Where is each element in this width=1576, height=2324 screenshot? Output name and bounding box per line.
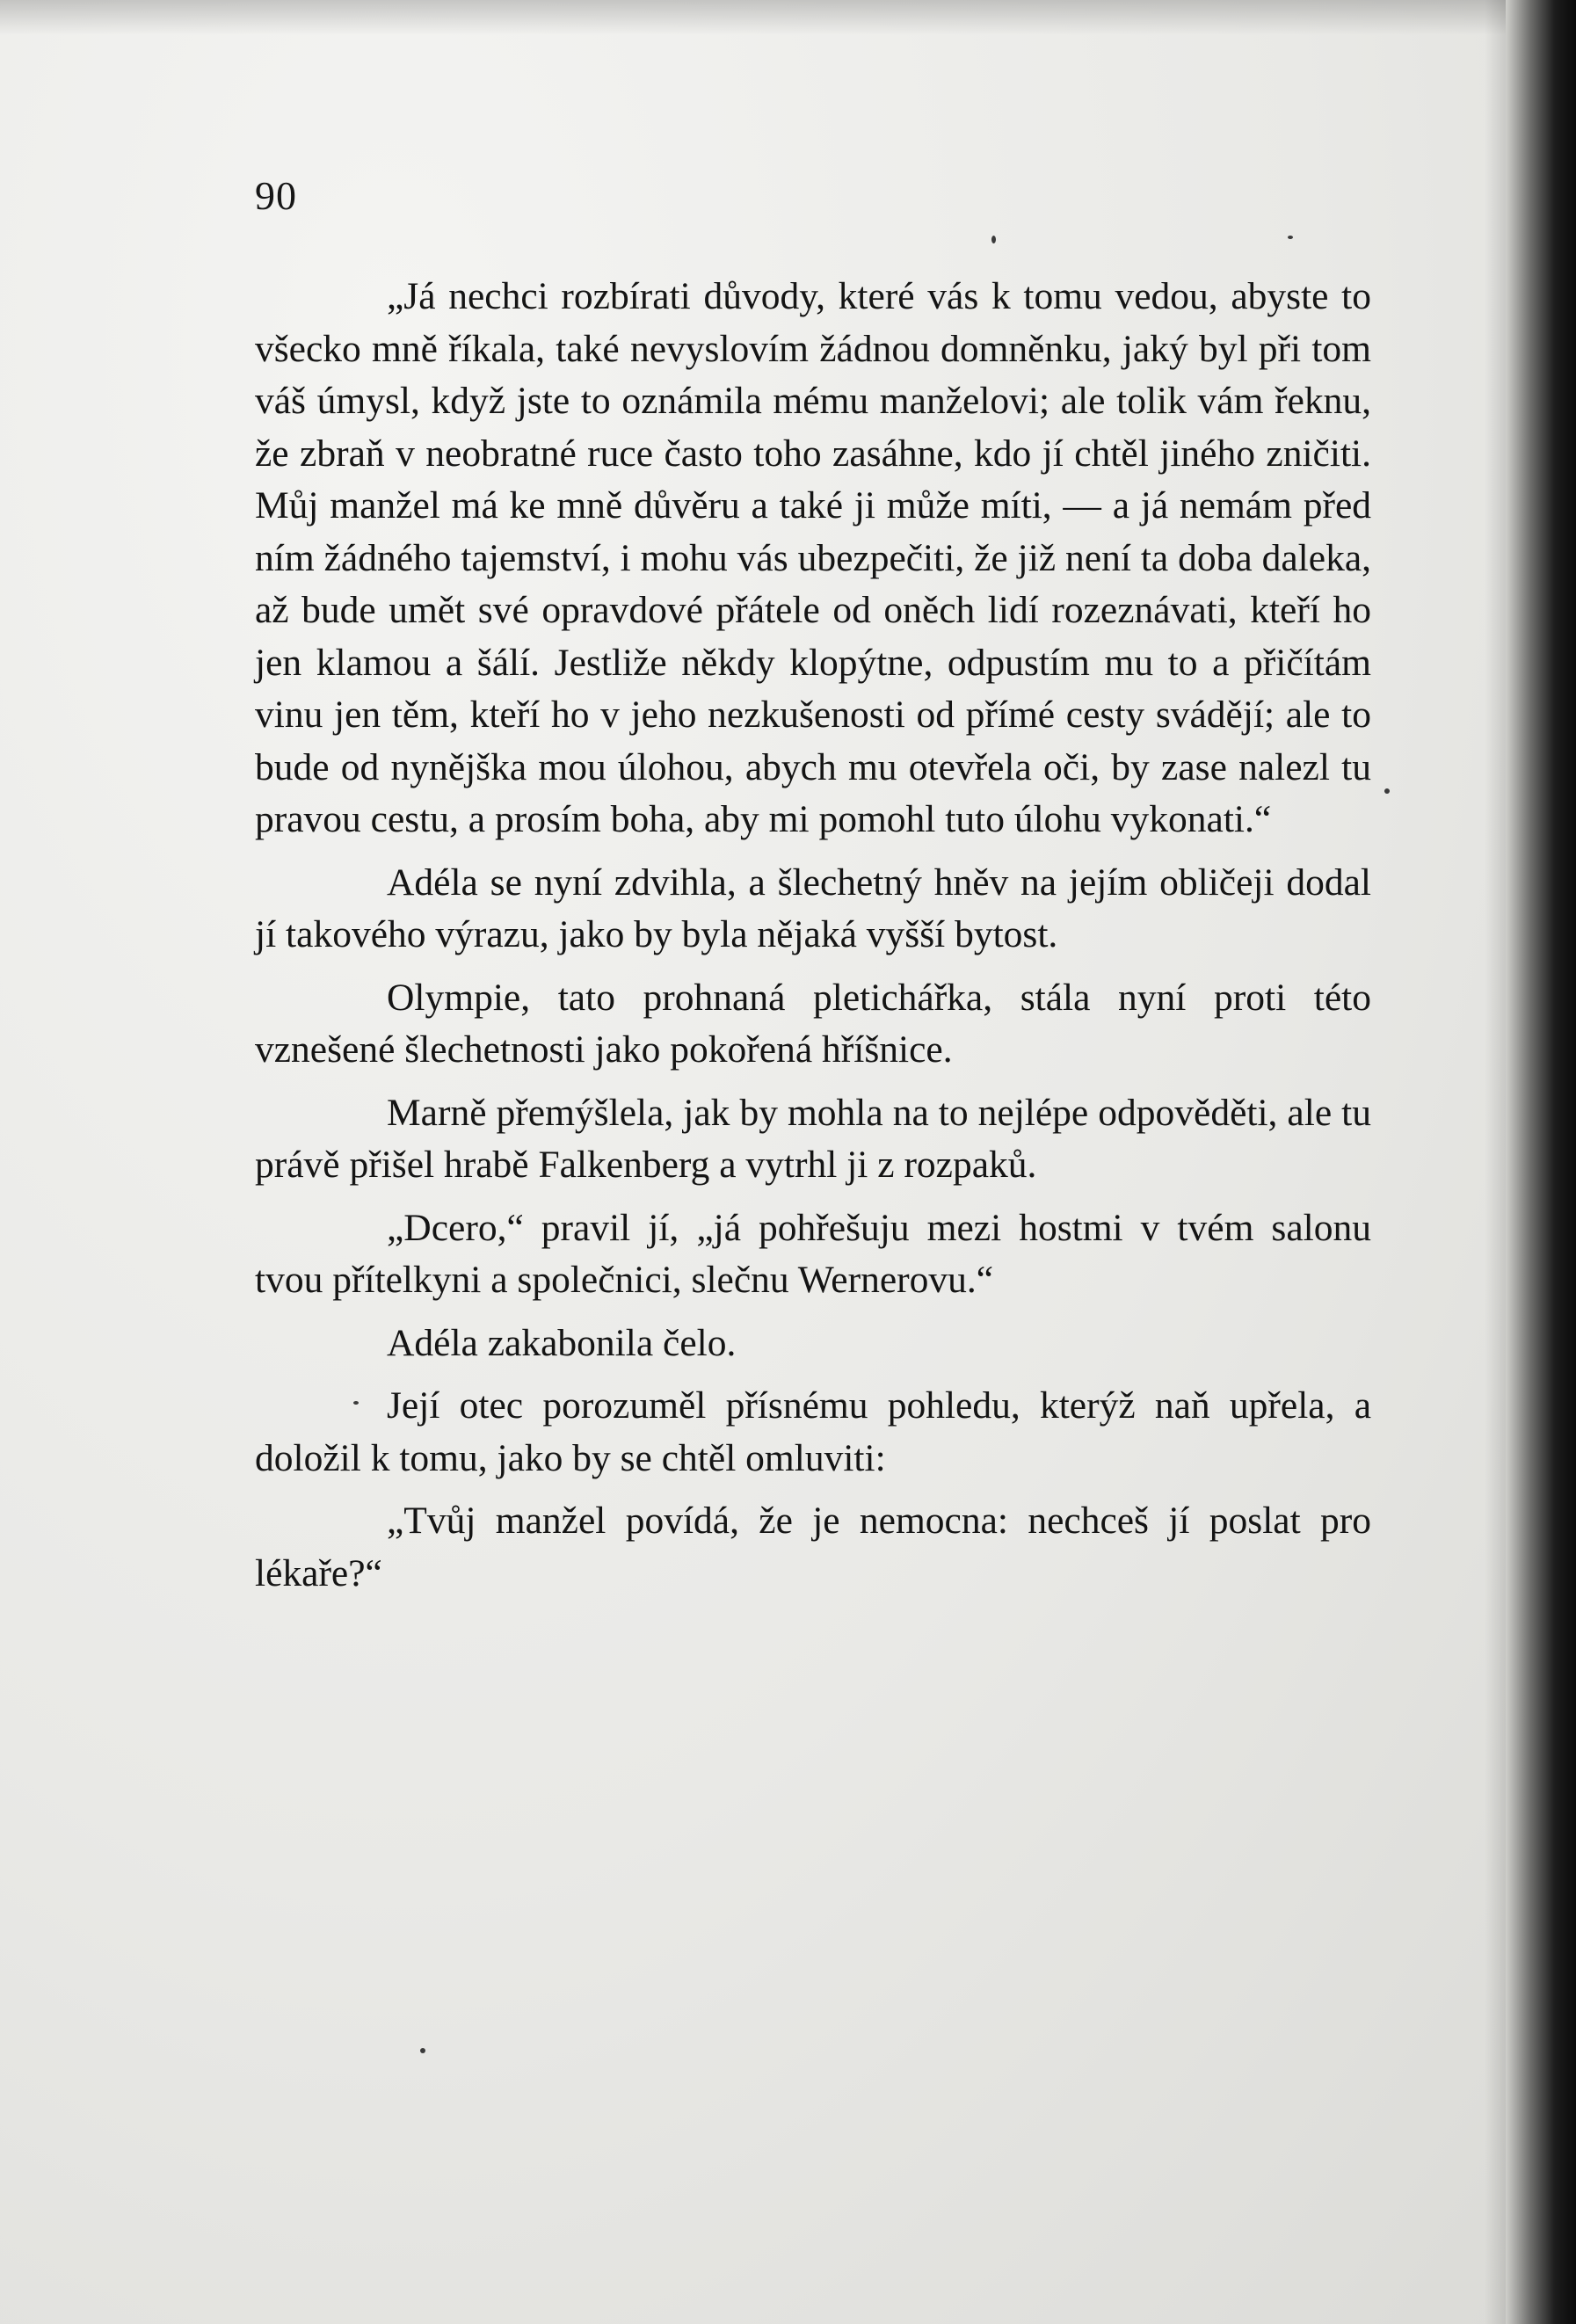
gutter-shadow	[1485, 0, 1506, 2324]
body-text	[255, 271, 1371, 1600]
ink-speck	[1384, 788, 1390, 794]
paragraph: „Tvůj manžel povídá, že je nemocna: nechceš jí poslat pro lékaře?“	[255, 1500, 1371, 1594]
paragraph: Olympie, tato prohnaná pletichářka, stála nyní proti této vznešené šlechetnosti jako pokořená hříšnice.	[255, 976, 1371, 1071]
book-spine	[1506, 0, 1576, 2324]
ink-speck	[1288, 236, 1293, 239]
paragraph: Marně přemýšlela, jak by mohla na to nejlépe odpověděti, ale tu právě přišel hrabě Falkenberg a vytrhl ji z rozpaků.	[255, 1091, 1371, 1186]
top-shadow	[0, 0, 1576, 35]
paragraph: Adéla zakabonila čelo.	[387, 1321, 737, 1364]
paragraph: „Dcero,“ pravil jí, „já pohřešuju mezi hostmi v tvém salonu tvou přítelkyni a společnici, slečnu Wernerovu.“	[255, 1206, 1371, 1301]
paragraph: „Já nechci rozbírati důvody, které vás k tomu vedou, abyste to všecko mně říkala, také nevyslovím žádnou domněnku, jaký byl při tom váš úmysl, když jste to oznámila mému manželovi; ale tolik vám řeknu, že zbraň v neobratné ruce často toho zasáhne, kdo jí chtěl jiného zničiti. Můj manžel má ke mně důvěru a také ji může míti, — a já nemám před ním žádného tajemství, i mohu vás ubezpečiti, že již není ta doba daleka, až bude umět své opravdové přátele od oněch lidí rozeznávati, kteří ho jen klamou a šálí. Jestliže někdy klopýtne, odpustím mu to a přičítám vinu jen těm, kteří ho v jeho nezkušenosti od přímé cesty svádějí; ale to bude od nynějška mou úlohou, abych mu otevřela oči, by zase nalezl tu pravou cestu, a prosím boha, aby mi pomohl tuto úlohu vykonati.“	[255, 275, 1371, 840]
ink-speck	[991, 236, 996, 243]
paragraph: Adéla se nyní zdvihla, a šlechetný hněv na jejím obličeji dodal jí takového výrazu, jako by byla nějaká vyšší bytost.	[255, 861, 1371, 955]
paragraph: Její otec porozuměl přísnému pohledu, kterýž naň upřela, a doložil k tomu, jako by se chtěl omluviti:	[255, 1384, 1371, 1479]
ink-speck	[420, 2048, 425, 2053]
page-number: 90	[255, 173, 297, 218]
